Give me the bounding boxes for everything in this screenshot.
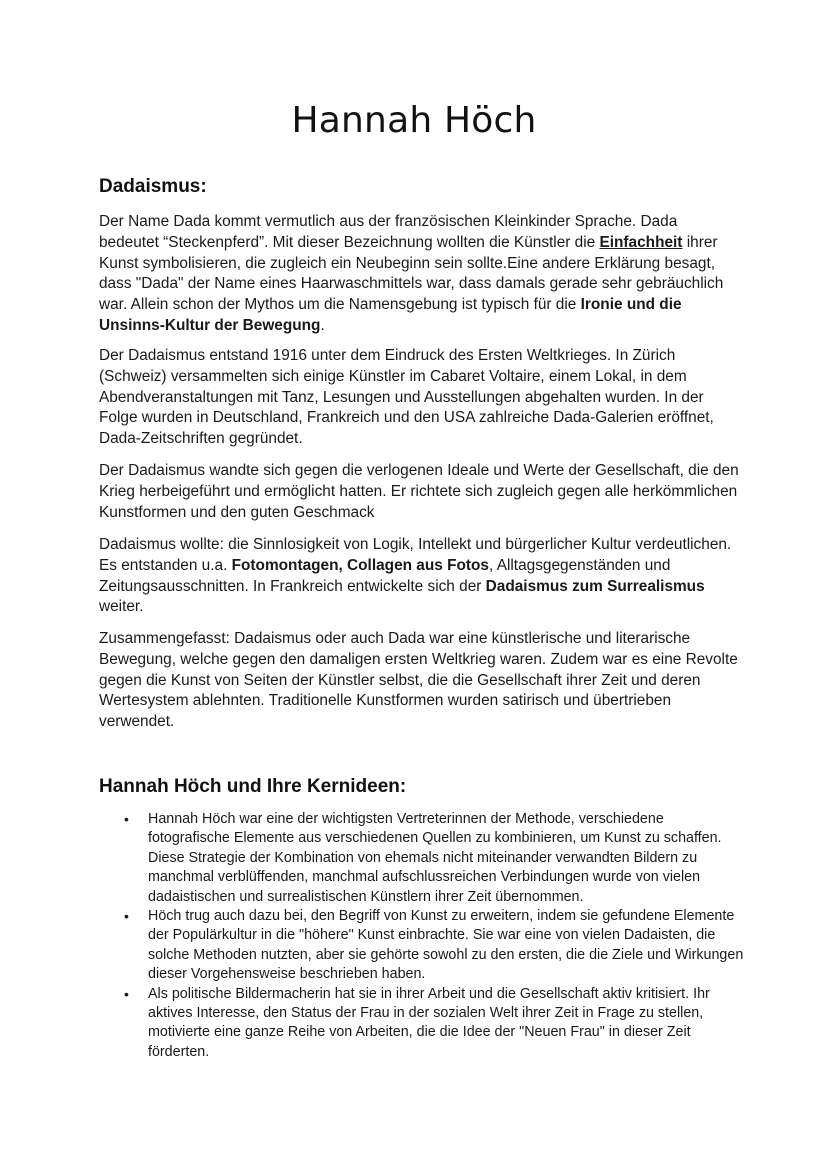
paragraph-text: ihrer Kunst symbolisieren, die zugleich ein Neubeginn sein sollte.Eine andere Erklärung besagt, dass "Dada" der Name eines Haarwaschmittels war, dass damals gerade sehr gebräuchlich war. Allein schon der Mythos um die Namensgebung ist typisch für die bbox=[99, 233, 724, 314]
list-item-text: Als politische Bildermacherin hat sie in ihrer Arbeit und die Gesellschaft aktiv kritisiert. Ihr aktives Interesse, den Status der Frau in der sozialen Welt ihrer Zeit in Frage zu stellen, motivierte eine ganze Reihe von Arbeiten, die die Idee der "Neuen Frau" in dieser Zeit förderten. bbox=[148, 985, 710, 1060]
document-title: Hannah Höch bbox=[291, 100, 537, 141]
emphasis-einfachheit: Einfachheit bbox=[599, 233, 683, 251]
section-heading-dadaismus: Dadaismus: bbox=[99, 176, 207, 197]
paragraph-critique: Der Dadaismus wandte sich gegen die verlogenen Ideale und Werte der Gesellschaft, die den Krieg herbeigeführt und ermöglicht hatten. Er richtete sich zugleich gegen alle herkömmlichen Kunstformen und den guten Geschmack bbox=[99, 462, 739, 521]
bullet-icon: • bbox=[124, 811, 129, 827]
list-item bbox=[99, 907, 744, 985]
emphasis-ironie: Ironie und die Unsinns-Kultur der Bewegung bbox=[99, 296, 682, 334]
paragraph-text: Dadaismus wollte: die Sinnlosigkeit von Logik, Intellekt und bürgerlicher Kultur verdeutlichen. Es entstanden u.a. bbox=[99, 536, 732, 574]
paragraph-goals bbox=[99, 535, 739, 618]
section-heading-kernideen: Hannah Höch und Ihre Kernideen: bbox=[99, 776, 407, 797]
emphasis-fotomontagen: Fotomontagen, Collagen aus Fotos bbox=[231, 556, 489, 574]
paragraph-text: weiter. bbox=[99, 598, 144, 616]
bullet-icon: • bbox=[124, 908, 129, 925]
paragraph-text: , Alltagsgegenständen und Zeitungsausschnitten. In Frankreich entwickelte sich der bbox=[99, 556, 671, 595]
list-item bbox=[99, 810, 744, 907]
list-item-text: Hannah Höch war eine der wichtigsten Vertreterinnen der Methode, verschiedene fotografische Elemente aus verschiedenen Quellen zu kombinieren, um Kunst zu schaffen. Diese Strategie der Kombination von ehemals nicht miteinander verwandten Bildern zu manchmal verblüffenden, manchmal aufschlussreichen Verbindungen wurde von vielen dadaistischen und surrealistischen Künstlern ihrer Zeit übernommen. bbox=[148, 811, 722, 905]
paragraph-text: . bbox=[320, 316, 325, 334]
paragraph-name-origin bbox=[99, 212, 739, 337]
paragraph-summary: Zusammengefasst: Dadaismus oder auch Dada war eine künstlerische und literarische Bewegung, welche gegen den damaligen ersten Weltkrieg waren. Zudem war es eine Revolte gegen die Kunst von Seiten der Künstler selbst, die die Gesellschaft ihrer Zeit und deren Wertesystem ablehnten. Traditionelle Kunstformen wurden satirisch und übertrieben verwendet. bbox=[99, 630, 738, 731]
kernideen-list bbox=[99, 810, 744, 1062]
emphasis-surrealismus: Dadaismus zum Surrealismus bbox=[485, 577, 705, 595]
paragraph-text: Der Name Dada kommt vermutlich aus der französischen Kleinkinder Sprache. Dada bedeutet “Steckenpferd”. Mit dieser Bezeichnung wollten die Künstler die bbox=[99, 213, 678, 251]
paragraph-history: Der Dadaismus entstand 1916 unter dem Eindruck des Ersten Weltkrieges. In Zürich (Schweiz) versammelten sich einige Künstler im Cabaret Voltaire, einem Lokal, in dem Abendveranstaltungen mit Tanz, Lesungen und Ausstellungen abgehalten wurden. In der Folge wurden in Deutschland, Frankreich und den USA zahlreiche Dada-Galerien eröffnet, Dada-Zeitschriften gegründet. bbox=[99, 347, 714, 448]
list-item-text: Höch trug auch dazu bei, den Begriff von Kunst zu erweitern, indem sie gefundene Elemente der Populärkultur in die "höhere" Kunst einbrachte. Sie war eine von vielen Dadaisten, die solche Methoden nutzten, aber sie gehörte sowohl zu den ersten, die die Ziele und Wirkungen dieser Vorgehensweise beschrieben haben. bbox=[148, 908, 744, 983]
bullet-icon: • bbox=[124, 985, 129, 1002]
list-item bbox=[99, 985, 744, 1063]
